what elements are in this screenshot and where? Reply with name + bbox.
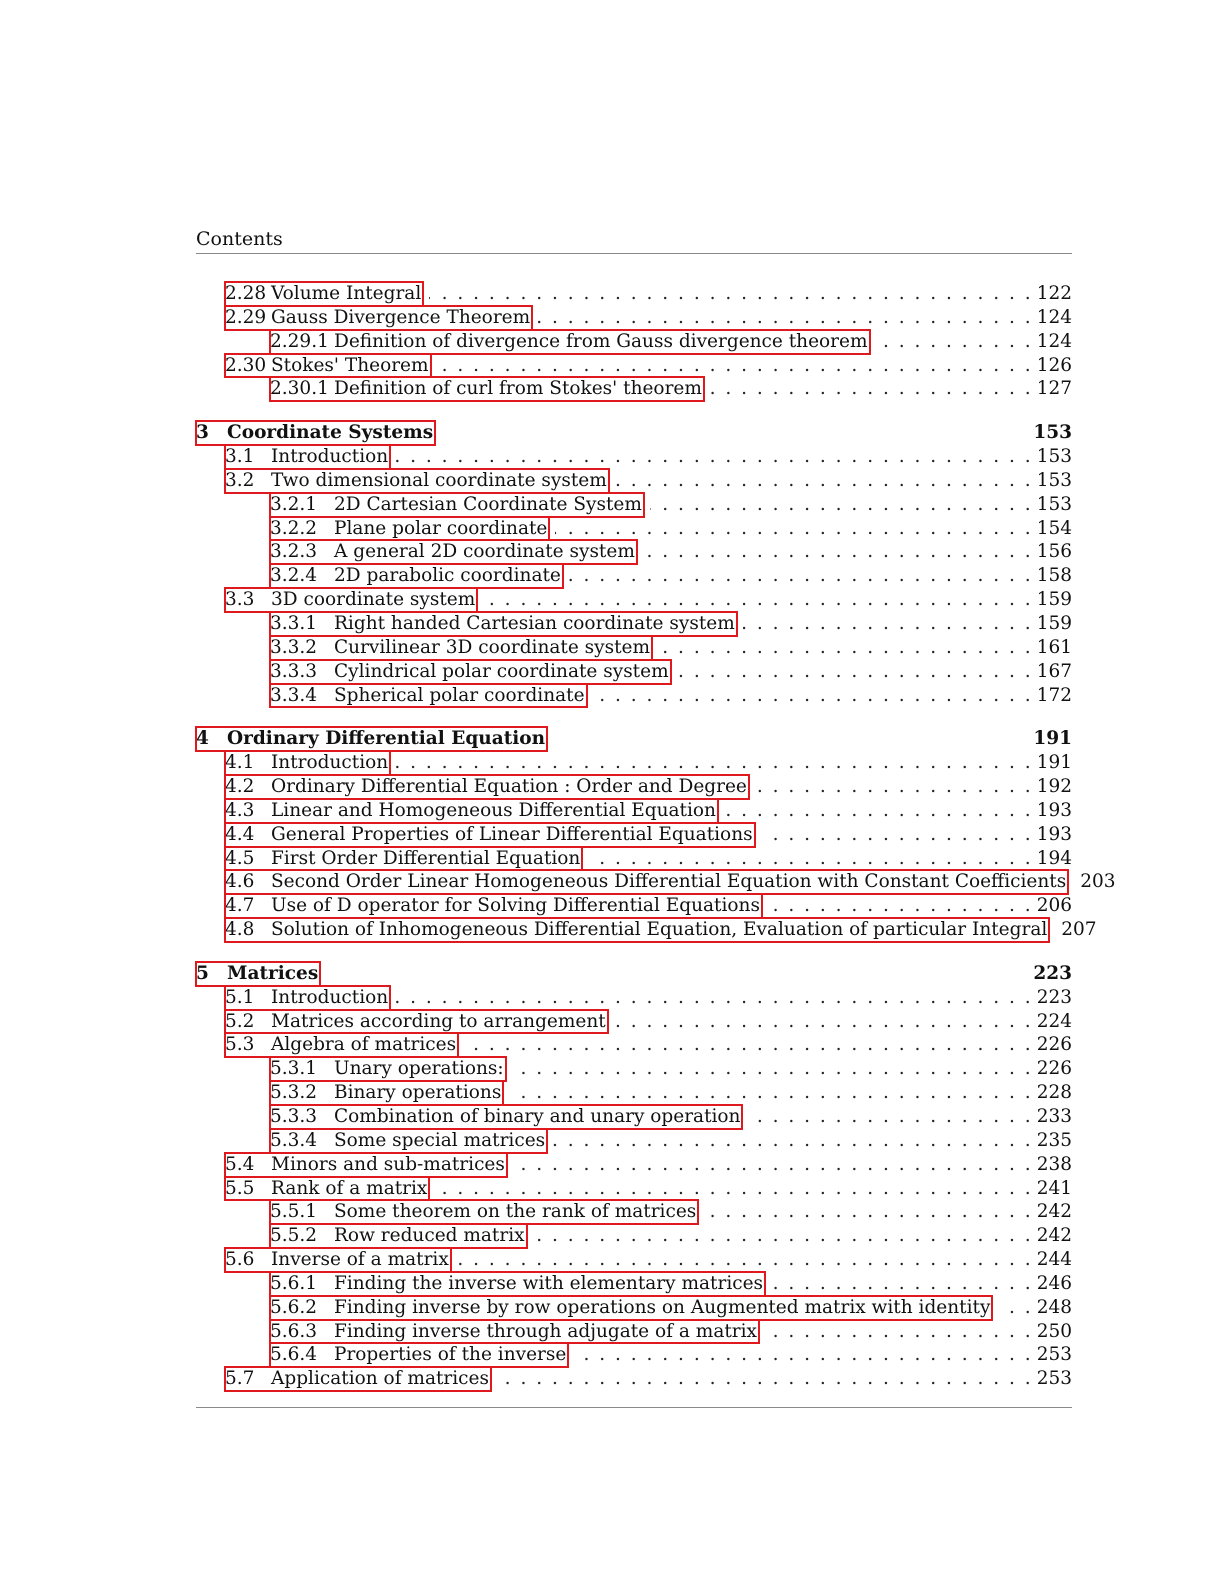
toc-page-number: 206: [1036, 895, 1072, 917]
toc-entry-number: 5.5.1: [270, 1201, 318, 1223]
toc-page-number: 203: [1080, 871, 1116, 893]
toc-entry-link[interactable]: [225, 1153, 507, 1177]
toc-entry-title: Matrices: [227, 962, 319, 984]
toc-section-row: [196, 847, 1072, 871]
toc-entry-title: Two dimensional coordinate system: [271, 469, 607, 491]
toc-page-number: 172: [1036, 684, 1072, 706]
toc-entry-number: 5.6: [225, 1249, 255, 1271]
toc-entry-title: Definition of divergence from Gauss divergence theorem: [334, 330, 868, 352]
toc-page-number: 159: [1036, 589, 1072, 611]
toc-entry-link[interactable]: [196, 421, 435, 445]
toc-entry-number: 3.1: [225, 446, 255, 468]
toc-entry-number: 4.6: [225, 871, 255, 893]
toc-entry-title: General Properties of Linear Differential Equations: [271, 823, 753, 845]
toc-entry-link[interactable]: [225, 751, 390, 775]
toc-entry-title: Gauss Divergence Theorem: [271, 306, 531, 328]
toc-entry-link[interactable]: [225, 799, 718, 823]
toc-entry-link[interactable]: [225, 1010, 608, 1034]
toc-page-number: 250: [1036, 1320, 1072, 1342]
toc-page-number: 124: [1036, 306, 1072, 328]
dot-leader: [771, 1272, 1031, 1296]
toc-entry-number: 5.3.1: [270, 1058, 318, 1080]
toc-entry-link[interactable]: [270, 636, 652, 660]
toc-page-number: 244: [1036, 1249, 1072, 1271]
toc-section-row: [196, 540, 1072, 564]
toc-entry-title: Application of matrices: [271, 1368, 489, 1390]
toc-page-number: 159: [1036, 612, 1072, 634]
toc-page-number: 242: [1036, 1201, 1072, 1223]
toc-entry-title: Row reduced matrix: [334, 1225, 525, 1247]
toc-entry-title: Finding inverse through adjugate of a matrix: [334, 1320, 757, 1342]
toc-entry-link[interactable]: [270, 1224, 527, 1248]
toc-page-number: 161: [1036, 636, 1072, 658]
toc-entry-title: Ordinary Differential Equation: [227, 728, 546, 750]
toc-entry-title: Coordinate Systems: [227, 422, 434, 444]
dot-leader: [464, 1033, 1031, 1057]
table-of-contents: [196, 282, 1116, 1391]
toc-entry-number: 5.3.2: [270, 1082, 318, 1104]
dot-leader: [509, 1081, 1030, 1105]
toc-section-row: [196, 588, 1072, 612]
toc-section-row: [196, 751, 1072, 775]
toc-page-number: 226: [1036, 1058, 1072, 1080]
toc-section-row: [196, 1200, 1072, 1224]
dot-leader: [483, 588, 1030, 612]
dot-leader: [658, 636, 1031, 660]
toc-entry-number: 4.3: [225, 799, 255, 821]
toc-section-row: [196, 1177, 1072, 1201]
toc-section-row: [196, 1033, 1072, 1057]
toc-entry-link[interactable]: [270, 1081, 503, 1105]
toc-entry-number: 3.2.1: [270, 493, 318, 515]
dot-leader: [396, 986, 1031, 1010]
toc-section-row: [196, 1248, 1072, 1272]
toc-page-number: 126: [1036, 354, 1072, 376]
toc-entry-number: 5.7: [225, 1368, 255, 1390]
toc-entry-title: 2D parabolic coordinate: [334, 565, 561, 587]
toc-entry-title: Right handed Cartesian coordinate system: [334, 612, 735, 634]
toc-section-row: [196, 684, 1072, 708]
toc-entry-number: 5.4: [225, 1153, 255, 1175]
toc-section-row: [196, 377, 1072, 401]
toc-entry-link[interactable]: [225, 918, 1049, 942]
footer-rule: [196, 1407, 1072, 1408]
toc-entry-link[interactable]: [225, 823, 755, 847]
running-header: Contents: [196, 228, 283, 250]
toc-entry-number: 3.2.3: [270, 541, 318, 563]
toc-section-row: [196, 1224, 1072, 1248]
toc-section-row: [196, 986, 1072, 1010]
toc-entry-link[interactable]: [225, 588, 477, 612]
toc-section-row: [196, 493, 1072, 517]
dot-leader: [643, 540, 1031, 564]
toc-entry-title: Stokes' Theorem: [271, 354, 429, 376]
dot-leader: [743, 612, 1031, 636]
toc-page-number: 226: [1036, 1034, 1072, 1056]
dot-leader: [538, 306, 1031, 330]
toc-entry-number: 5.6.1: [270, 1272, 318, 1294]
toc-section-row: [196, 1320, 1072, 1344]
toc-entry-title: Introduction: [271, 446, 389, 468]
toc-entry-title: Introduction: [271, 986, 389, 1008]
toc-entry-number: 5: [196, 962, 209, 984]
toc-entry-number: 4.2: [225, 776, 255, 798]
toc-entry-number: 2.28: [225, 283, 267, 304]
toc-entry-link[interactable]: [196, 962, 320, 986]
toc-entry-link[interactable]: [225, 354, 431, 378]
toc-page-number: 124: [1036, 330, 1072, 352]
toc-section-row: [196, 870, 1116, 894]
toc-entry-number: 2.29: [225, 306, 267, 328]
toc-entry-link[interactable]: [270, 612, 737, 636]
toc-entry-number: 3.3.4: [270, 684, 318, 706]
dot-leader: [748, 1105, 1030, 1129]
toc-entry-title: Some special matrices: [334, 1129, 546, 1151]
toc-entry-title: Matrices according to arrangement: [271, 1010, 606, 1032]
toc-entry-number: 5.6.4: [270, 1344, 318, 1366]
toc-section-row: [196, 445, 1072, 469]
toc-entry-link[interactable]: [225, 986, 390, 1010]
dot-leader: [435, 1177, 1030, 1201]
toc-page-number: 246: [1036, 1272, 1072, 1294]
toc-entry-number: 5.6.2: [270, 1296, 318, 1318]
toc-section-row: [196, 1272, 1072, 1296]
toc-page-number: 194: [1036, 847, 1072, 869]
dot-leader: [513, 1153, 1031, 1177]
toc-page-number: 192: [1036, 776, 1072, 798]
toc-entry-number: 5.1: [225, 986, 255, 1008]
toc-entry-title: Introduction: [271, 752, 389, 774]
toc-page-number: 253: [1036, 1344, 1072, 1366]
toc-entry-title: Finding the inverse with elementary matrices: [334, 1272, 764, 1294]
dot-leader: [457, 1248, 1031, 1272]
toc-page-number: 224: [1036, 1010, 1072, 1032]
toc-entry-number: 3.2: [225, 469, 255, 491]
toc-page-number: 223: [1036, 986, 1072, 1008]
dot-leader: [650, 493, 1031, 517]
toc-entry-link[interactable]: [270, 1272, 765, 1296]
toc-entry-link[interactable]: [225, 894, 762, 918]
toc-entry-title: Algebra of matrices: [271, 1034, 457, 1056]
toc-page-number: 223: [1033, 962, 1072, 984]
toc-entry-link[interactable]: [270, 517, 549, 541]
toc-entry-number: 3.2.4: [270, 565, 318, 587]
toc-chapter-row: [196, 727, 1072, 751]
toc-page-number: 207: [1061, 919, 1097, 941]
toc-entry-number: 5.5.2: [270, 1225, 318, 1247]
toc-section-row: [196, 612, 1072, 636]
dot-leader: [569, 564, 1031, 588]
toc-entry-title: Definition of curl from Stokes' theorem: [334, 378, 702, 400]
toc-entry-link[interactable]: [225, 1248, 451, 1272]
toc-entry-number: 3.3: [225, 589, 255, 611]
toc-entry-link[interactable]: [225, 870, 1068, 894]
toc-entry-title: A general 2D coordinate system: [334, 541, 635, 563]
toc-section-row: [196, 517, 1072, 541]
toc-page-number: 154: [1036, 517, 1072, 539]
toc-entry-link[interactable]: [270, 1200, 698, 1224]
toc-page-number: 153: [1036, 446, 1072, 468]
toc-section-row: [196, 1153, 1072, 1177]
dot-leader: [615, 469, 1031, 493]
toc-entry-title: Properties of the inverse: [334, 1344, 567, 1366]
toc-entry-link[interactable]: [270, 1343, 568, 1367]
toc-entry-title: Use of D operator for Solving Differential Equations: [271, 895, 760, 917]
dot-leader: [614, 1010, 1031, 1034]
toc-entry-link[interactable]: [225, 1367, 491, 1391]
toc-entry-number: 4.8: [225, 919, 255, 941]
toc-section-row: [196, 1057, 1072, 1081]
toc-entry-link[interactable]: [225, 1177, 429, 1201]
toc-section-row: [196, 1343, 1072, 1367]
toc-entry-number: 4.7: [225, 895, 255, 917]
dot-leader: [396, 445, 1031, 469]
toc-entry-number: 5.3.4: [270, 1129, 318, 1151]
header-rule: [196, 253, 1072, 254]
toc-page-number: 228: [1036, 1082, 1072, 1104]
toc-entry-link[interactable]: [270, 540, 637, 564]
toc-section-row: [196, 354, 1072, 378]
toc-section-row: [196, 1105, 1072, 1129]
dot-leader: [437, 354, 1031, 378]
toc-entry-link[interactable]: [225, 445, 390, 469]
toc-entry-title: Finding inverse by row operations on Augmented matrix with identity: [334, 1296, 991, 1318]
toc-entry-link[interactable]: [270, 330, 870, 354]
toc-entry-number: 2.29.1: [270, 330, 329, 352]
toc-entry-link[interactable]: [270, 1296, 992, 1320]
dot-leader: [555, 517, 1030, 541]
toc-page-number: 122: [1036, 283, 1072, 304]
toc-entry-title: Volume Integral: [271, 283, 422, 304]
toc-entry-title: Unary operations:: [334, 1058, 504, 1080]
dot-leader: [588, 847, 1030, 871]
dot-leader: [593, 684, 1031, 708]
toc-entry-link[interactable]: [270, 1057, 506, 1081]
toc-page-number: 167: [1036, 660, 1072, 682]
toc-entry-number: 3.3.1: [270, 612, 318, 634]
toc-section-row: [196, 306, 1072, 330]
toc-page-number: 193: [1036, 823, 1072, 845]
toc-page-number: 153: [1036, 469, 1072, 491]
toc-entry-title: Combination of binary and unary operation: [334, 1106, 741, 1127]
toc-page-number: 158: [1036, 565, 1072, 587]
toc-entry-title: Inverse of a matrix: [271, 1249, 449, 1271]
toc-entry-number: 5.3.3: [270, 1106, 318, 1127]
toc-entry-number: 5.6.3: [270, 1320, 318, 1342]
toc-entry-title: Curvilinear 3D coordinate system: [334, 636, 651, 658]
toc-entry-number: 4: [196, 728, 209, 750]
toc-entry-number: 2.30: [225, 354, 267, 376]
toc-entry-link[interactable]: [270, 1320, 759, 1344]
toc-entry-link[interactable]: [270, 493, 644, 517]
toc-entry-title: Second Order Linear Homogeneous Differential Equation with Constant Coefficients: [271, 871, 1067, 893]
dot-leader: [998, 1296, 1030, 1320]
toc-entry-number: 3.3.2: [270, 636, 318, 658]
toc-page-number: 248: [1036, 1296, 1072, 1318]
toc-entry-number: 5.2: [225, 1010, 255, 1032]
toc-entry-number: 4.4: [225, 823, 255, 845]
toc-section-row: [196, 1010, 1072, 1034]
dot-leader: [761, 823, 1031, 847]
dot-leader: [677, 660, 1031, 684]
toc-page-number: 191: [1036, 752, 1072, 774]
dot-leader: [533, 1224, 1031, 1248]
toc-entry-link[interactable]: [270, 684, 587, 708]
toc-entry-number: 3.2.2: [270, 517, 318, 539]
toc-entry-title: Ordinary Differential Equation : Order and Degree: [271, 776, 747, 798]
dot-leader: [512, 1057, 1031, 1081]
toc-section-row: [196, 799, 1072, 823]
dot-leader: [553, 1129, 1031, 1153]
toc-page-number: 238: [1036, 1153, 1072, 1175]
dot-leader: [755, 775, 1031, 799]
toc-entry-title: Plane polar coordinate: [334, 517, 548, 539]
toc-page-number: 235: [1036, 1129, 1072, 1151]
dot-leader: [710, 377, 1031, 401]
toc-entry-title: Binary operations: [334, 1082, 502, 1104]
dot-leader: [497, 1367, 1031, 1391]
toc-entry-number: 4.5: [225, 847, 255, 869]
toc-entry-link[interactable]: [225, 469, 609, 493]
toc-chapter-row: [196, 962, 1072, 986]
toc-entry-title: 2D Cartesian Coordinate System: [334, 493, 642, 515]
toc-entry-title: 3D coordinate system: [271, 589, 476, 611]
toc-section-row: [196, 823, 1072, 847]
toc-section-row: [196, 1129, 1072, 1153]
dot-leader: [396, 751, 1031, 775]
dot-leader: [768, 894, 1031, 918]
toc-section-row: [196, 282, 1072, 306]
toc-entry-link[interactable]: [270, 660, 671, 684]
dot-leader: [765, 1320, 1031, 1344]
toc-section-row: [196, 330, 1072, 354]
toc-section-row: [196, 469, 1072, 493]
toc-entry-title: Minors and sub-matrices: [271, 1153, 505, 1175]
toc-entry-link[interactable]: [270, 1105, 742, 1129]
toc-page-number: 153: [1033, 422, 1072, 444]
toc-entry-number: 3: [196, 422, 209, 444]
toc-page-number: 233: [1036, 1106, 1072, 1127]
toc-entry-link[interactable]: [225, 1033, 458, 1057]
toc-entry-title: Solution of Inhomogeneous Differential Equation, Evaluation of particular Integral: [271, 919, 1048, 941]
toc-entry-title: Spherical polar coordinate: [334, 684, 585, 706]
toc-page-number: 241: [1036, 1177, 1072, 1199]
toc-entry-link[interactable]: [225, 306, 532, 330]
toc-section-row: [196, 564, 1072, 588]
toc-entry-link[interactable]: [225, 775, 749, 799]
toc-page-number: 153: [1036, 493, 1072, 515]
toc-page-number: 242: [1036, 1225, 1072, 1247]
toc-entry-number: 5.5: [225, 1177, 255, 1199]
toc-entry-number: 5.3: [225, 1034, 255, 1056]
toc-entry-title: Some theorem on the rank of matrices: [334, 1201, 697, 1223]
dot-leader: [574, 1343, 1030, 1367]
toc-section-row: [196, 918, 1097, 942]
toc-entry-link[interactable]: [270, 1129, 547, 1153]
toc-entry-number: 3.3.3: [270, 660, 318, 682]
toc-section-row: [196, 660, 1072, 684]
toc-entry-number: 2.30.1: [270, 378, 329, 400]
toc-entry-link[interactable]: [225, 847, 582, 871]
dot-leader: [724, 799, 1031, 823]
dot-leader: [876, 330, 1031, 354]
toc-section-row: [196, 1367, 1072, 1391]
dot-leader: [429, 282, 1030, 306]
toc-page-number: 191: [1033, 728, 1072, 750]
dot-leader: [704, 1200, 1030, 1224]
toc-entry-title: Rank of a matrix: [271, 1177, 428, 1199]
toc-page-number: 193: [1036, 799, 1072, 821]
toc-entry-title: First Order Differential Equation: [271, 847, 581, 869]
toc-chapter-row: [196, 421, 1072, 445]
toc-entry-link[interactable]: [270, 564, 563, 588]
toc-section-row: [196, 1296, 1072, 1320]
toc-section-row: [196, 775, 1072, 799]
toc-entry-title: Linear and Homogeneous Differential Equation: [271, 799, 716, 821]
toc-page-number: 156: [1036, 541, 1072, 563]
toc-entry-title: Cylindrical polar coordinate system: [334, 660, 669, 682]
toc-page-number: 127: [1036, 378, 1072, 400]
toc-section-row: [196, 1081, 1072, 1105]
toc-page-number: 253: [1036, 1368, 1072, 1390]
toc-entry-link[interactable]: [225, 282, 423, 306]
toc-entry-link[interactable]: [196, 727, 547, 751]
toc-entry-number: 4.1: [225, 752, 255, 774]
toc-entry-link[interactable]: [270, 377, 704, 401]
toc-section-row: [196, 636, 1072, 660]
toc-section-row: [196, 894, 1072, 918]
